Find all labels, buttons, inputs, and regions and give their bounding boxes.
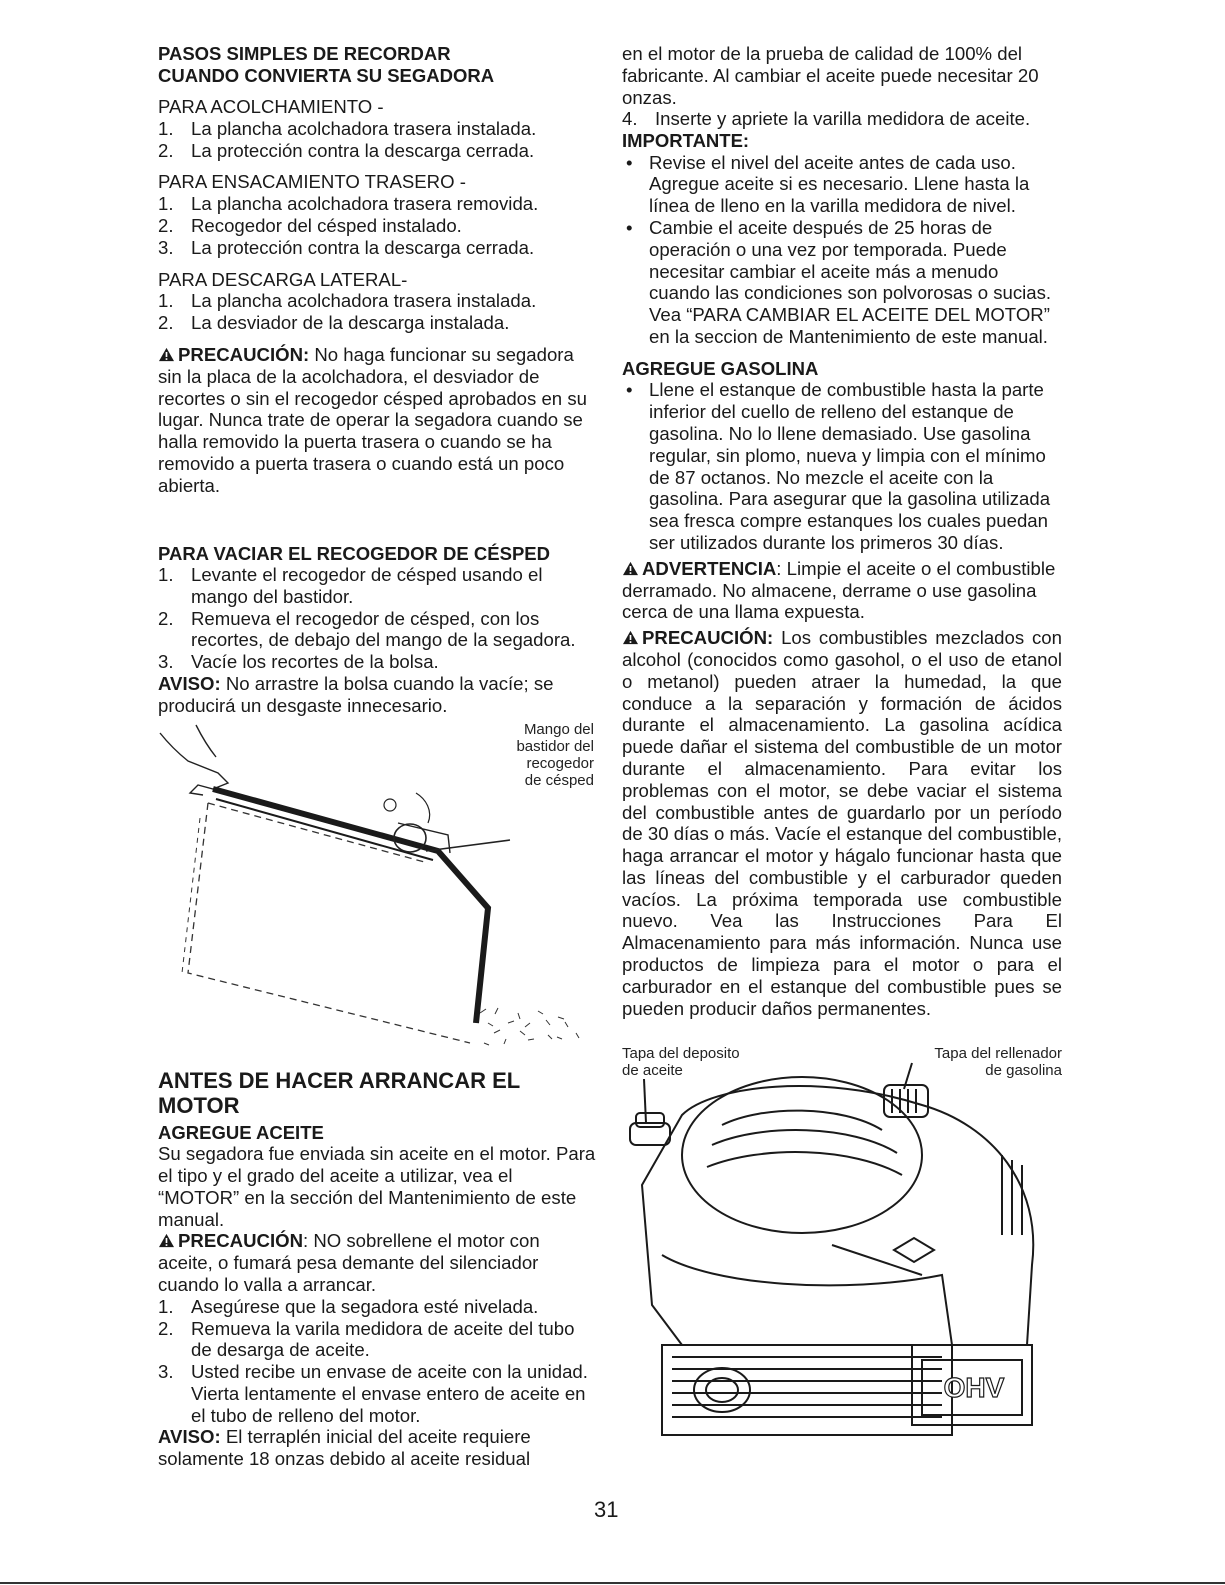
heading-important: IMPORTANTE: [622,130,750,152]
list-number: 1. [158,1295,174,1317]
list-text: Remueva la varila medidora de aceite del tubo de desarga de aceite. [191,1317,575,1361]
list-text: La protección contra la descarga cerrada. [191,236,535,258]
notice-paragraph: AVISO: No arrastre la bolsa cuando la vacíe; se producirá un desgaste innecesario. [158,673,554,716]
list-text: Remueva el recogedor de césped, con los recortes, de debajo del mango de la segadora. [191,607,576,651]
ohv-badge: OHV [943,1372,1005,1404]
caution-paragraph: PRECAUCIÓN: No haga funcionar su segadora sin la placa de la acolchadora, el desviador de recortes o sin el recogedor césped aprobados en su lugar. Nunca trate de operar la segadora cuando se halla removido la puerta trasera o cuando se ha removido a puerta trasera o cuando está un poco abierta. [158,343,587,496]
engine-figure [622,1045,1062,1445]
group-steps [158,193,596,258]
warning-triangle-icon [158,347,175,362]
warning-paragraph: ADVERTENCIA: Limpie el aceite o el combustible derramado. No almacene, derrame o use gasolina cerca de una llama expuesta. [622,557,1056,623]
important-list [622,152,1062,348]
list-text: Usted recibe un envase de aceite con la unidad. Vierta lentamente el envase entero de aceite en el tubo de relleno del motor. [191,1361,588,1426]
warning-triangle-icon [622,561,639,576]
warning-triangle-icon [158,1233,175,1248]
list-number: 3. [158,236,174,258]
heading-simple-steps: PASOS SIMPLES DE RECORDAR CUANDO CONVIERTA SU SEGADORA [158,43,495,86]
fuel-caution-paragraph: PRECAUCIÓN: Los combustibles mezclados con alcohol (conocidos como gasohol, o el uso de etanol o metanol) pueden atraer la humedad, la que conduce a la separación y formación de ácidos durante el almacenamiento. La gasolina acídica puede dañar el sistema del combustible de un motor durante el almacenamiento. Para evitar los problemas con el motor, se debe vaciar el sistema del combustible antes de guardarlo por un período de 30 días o más. Vacíe el estanque del combustible, haga arrancar el motor y hágalo funcionar hasta que las líneas del combustible y el carburador queden vacíos. La próxima temporada use combustible nuevo. Vea las Instrucciones Para El Almacenamiento para más información. Nunca use productos de limpieza para el motor o para el carburador en el estanque del combustible pues se pueden producir daños permanentes. [622,627,1062,1019]
oil-notice-paragraph: AVISO: El terraplén inicial del aceite requiere solamente 18 onzas debido al aceite residual [158,1426,531,1470]
list-number: 2. [158,312,174,334]
list-text: Recogedor del césped instalado. [191,214,462,236]
left-column [158,43,596,1470]
page-number: 31 [594,1497,619,1522]
group-title: PARA ACOLCHAMIENTO - [158,96,384,117]
group-title: PARA ENSACAMIENTO TRASERO - [158,171,466,193]
list-item [158,237,596,259]
bullet-item: • Cambie el aceite después de 25 horas de operación o una vez por temporada. Puede necesitar cambiar el aceite más a menudo cuando las condiciones son polvorosas o sucias. Vea “PARA CAMBIAR EL ACEITE DEL MOTOR” en la seccion de Mantenimiento de este manual. [622,217,1062,348]
list-number: 2. [158,139,174,161]
heading-add-gas: AGREGUE GASOLINA [622,357,819,379]
grass-bag-figure [158,720,596,1068]
engine-illustration [622,1045,1062,1445]
conversion-groups [158,96,596,334]
heading-before-start: ANTES DE HACER ARRANCAR EL MOTOR [158,1067,521,1118]
list-item [158,118,596,140]
list-item: 4. Inserte y apriete la varilla medidora de aceite. [622,108,1031,130]
group-title: PARA DESCARGA LATERAL- [158,268,408,290]
bullet-item: • Llene el estanque de combustible hasta la parte inferior del cuello de relleno del estanque de gasolina. No lo llene demasiado. Use gasolina regular, sin plomo, nueva y limpia con el mínimo de 87 octanos. No mezcle el aceite con la gasolina. Para asegurar que la gasolina utilizada sea fresca compre estanques los cuales puedan ser utilizados durante los primeros 30 días. [622,379,1062,553]
list-item [158,1361,596,1426]
list-item [158,651,596,673]
gas-cap-label: Tapa del rellenador de gasolina [934,1045,1062,1080]
empty-bag-steps [158,564,596,673]
heading-empty-bag: PARA VACIAR EL RECOGEDOR DE CÉSPED [158,542,550,564]
list-item [158,193,596,215]
list-item [158,564,596,608]
list-item [158,312,596,334]
list-number: 1. [158,117,174,139]
list-text: Asegúrese que la segadora esté nivelada. [191,1295,539,1317]
oil-paragraph: Su segadora fue enviada sin aceite en el motor. Para el tipo y el grado del aceite a utilizar, vea el “MOTOR” en la sección del Mantenimiento de este manual. [158,1143,596,1230]
list-item [158,215,596,237]
list-item [158,1318,596,1362]
list-number: 2. [158,214,174,236]
list-number: 1. [158,193,174,215]
grass-bag-handle-label: Mango del bastidor del recogedor de césped [516,720,594,789]
list-number: 3. [158,1361,174,1383]
group-steps [158,118,596,162]
list-item [158,608,596,652]
gas-list [622,379,1062,553]
oil-continuation: en el motor de la prueba de calidad de 100% del fabricante. Al cambiar el aceite puede necesitar 20 onzas. [622,43,1039,108]
warning-triangle-icon [622,630,639,645]
list-text: La protección contra la descarga cerrada. [191,139,535,161]
list-item [158,1296,596,1318]
list-text: La plancha acolchadora trasera removida. [191,193,539,215]
list-number: 1. [158,290,174,312]
list-text: La plancha acolchadora trasera instalada. [191,117,537,139]
bottom-rule [0,1582,1225,1584]
heading-add-oil: AGREGUE ACEITE [158,1121,324,1143]
group-steps [158,290,596,334]
list-number: 1. [158,564,174,586]
list-number: 3. [158,651,174,673]
list-text: Levante el recogedor de césped usando el mango del bastidor. [191,564,543,607]
add-oil-steps [158,1296,596,1427]
oil-caution-paragraph: PRECAUCIÓN: NO sobrellene el motor con aceite, o fumará pesa demante del silenciador cuando lo valla a arrancar. [158,1230,540,1295]
list-text: Vacíe los recortes de la bolsa. [191,651,439,673]
list-text: La desviador de la descarga instalada. [191,312,510,334]
oil-cap-label: Tapa del deposito de aceite [622,1045,740,1080]
list-number: 2. [158,1317,174,1339]
bullet-item: • Revise el nivel del aceite antes de cada uso. Agregue aceite si es necesario. Llene hasta la línea de lleno en la varilla medidora de nivel. [622,152,1062,217]
add-oil-step-4 [622,108,1062,130]
right-column [622,43,1062,1445]
list-item [158,290,596,312]
list-item [158,140,596,162]
list-number: 2. [158,607,174,629]
list-text: La plancha acolchadora trasera instalada. [191,290,537,312]
